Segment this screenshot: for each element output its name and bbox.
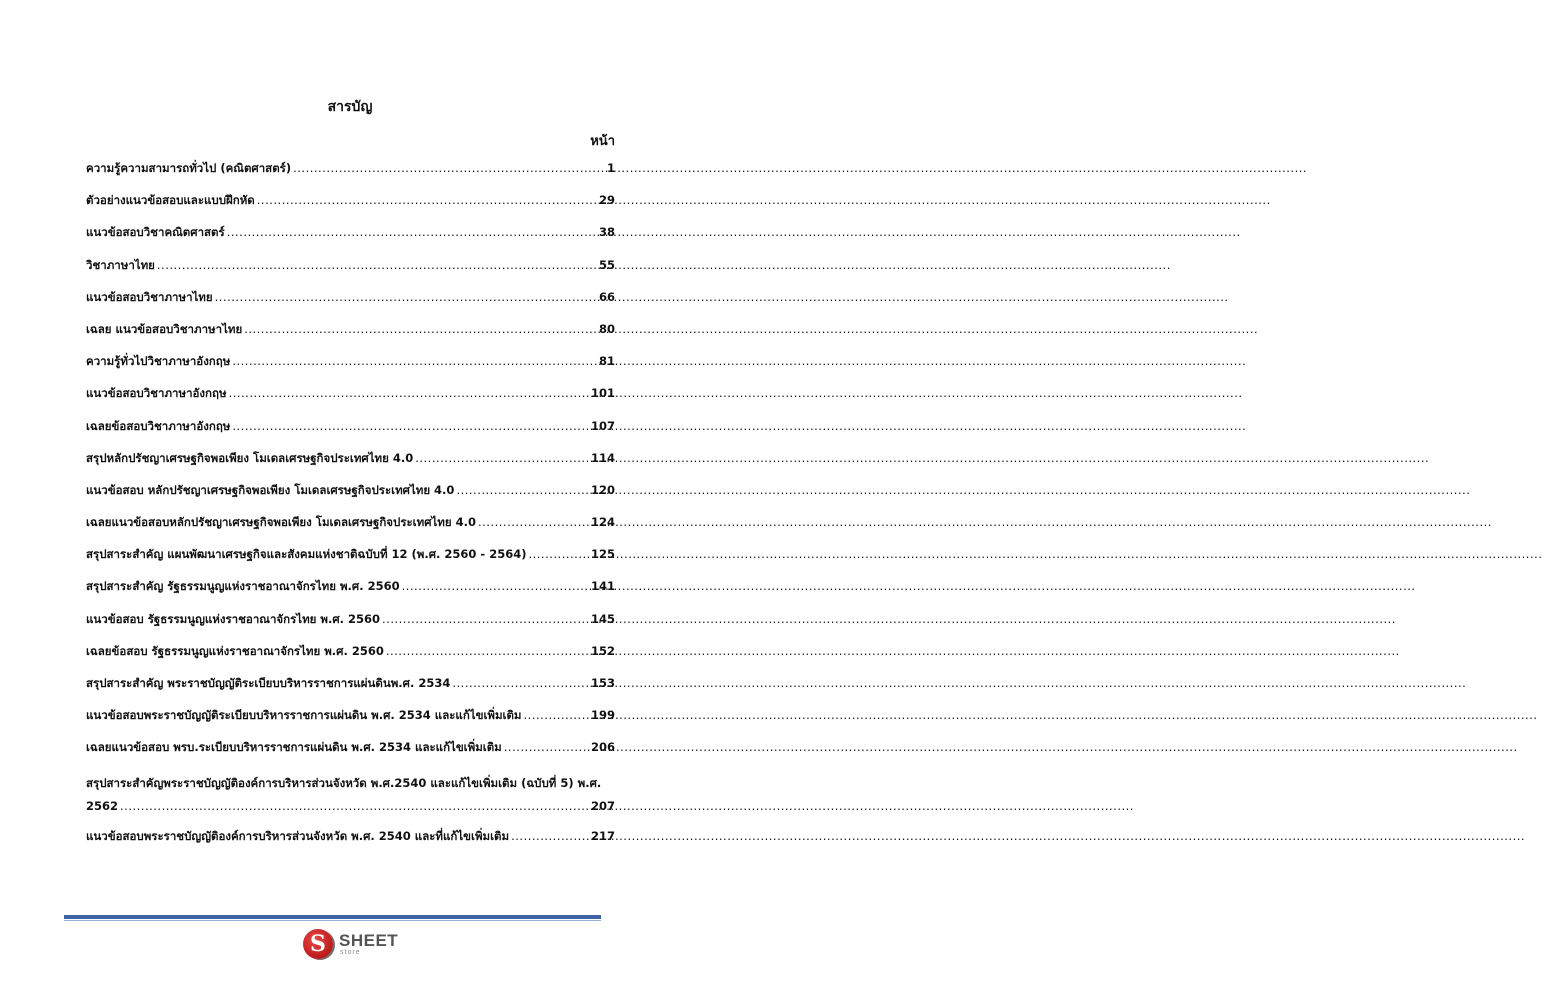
- logo-text: [339, 932, 398, 956]
- toc-entry: [86, 482, 615, 514]
- footer-rule-thin: [64, 920, 601, 921]
- toc-leader-dots: [504, 740, 589, 754]
- toc-entry-title: วิชาภาษาไทย: [86, 257, 155, 272]
- toc-entry-title: เฉลยข้อสอบ รัฐธรรมนูญแห่งราชอาณาจักรไทย พ.ศ. 2560: [86, 643, 384, 658]
- toc-leader-dots: [456, 483, 589, 497]
- toc-leader-dots: [511, 829, 589, 843]
- toc-leader-dots: [478, 515, 589, 529]
- toc-entry-page: 55: [598, 257, 615, 272]
- toc-entry-title: เฉลย แนวข้อสอบวิชาภาษาไทย: [86, 321, 243, 336]
- toc-leader-dots: [232, 354, 597, 368]
- toc-entry: [86, 546, 615, 578]
- toc-leader-dots: [528, 547, 589, 561]
- toc-entry-page: 66: [598, 289, 615, 304]
- logo-s-icon: S: [303, 929, 333, 959]
- toc-entry-page: 120: [590, 482, 615, 497]
- toc-entry-page: 114: [590, 450, 615, 465]
- toc-entry: [86, 739, 615, 771]
- toc-entry: [86, 160, 615, 192]
- toc-entry-page: 217: [590, 828, 615, 843]
- toc-entry-continuation: 2562: [86, 798, 119, 813]
- toc-entry-title: แนวข้อสอบวิชาคณิตศาสตร์: [86, 225, 225, 240]
- toc-entry-page: 206: [590, 740, 615, 755]
- toc-entry: [86, 578, 615, 610]
- document-page: [0, 0, 700, 990]
- toc-title: สารบัญ: [327, 99, 373, 115]
- footer-rule: [64, 915, 601, 919]
- toc-entry-title: ความรู้ความสามารถทั่วไป (คณิตศาสตร์): [86, 161, 292, 175]
- toc-entry-page: 81: [598, 354, 615, 369]
- toc-list: [86, 160, 615, 860]
- toc-entry-title: แนวข้อสอบ รัฐธรรมนูญแห่งราชอาณาจักรไทย พ.ศ. 2560: [86, 611, 381, 626]
- toc-leader-dots: [244, 322, 597, 336]
- toc-entry-page: 153: [590, 676, 615, 690]
- toc-entry-title: สรุปสาระสำคัญ พระราชบัญญัติระเบียบบริหารราชการแผ่นดินพ.ศ. 2534: [86, 676, 451, 690]
- toc-leader-dots: [524, 708, 589, 722]
- toc-entry-page: 29: [598, 193, 615, 208]
- toc-entry-page: 207: [590, 798, 615, 813]
- toc-entry: [86, 675, 615, 707]
- toc-entry: [86, 289, 615, 321]
- toc-leader-dots: [232, 419, 589, 433]
- toc-entry-page: 38: [598, 225, 615, 240]
- toc-leader-dots: [227, 225, 597, 239]
- toc-leader-dots: [386, 644, 589, 658]
- toc-entry: [86, 224, 615, 256]
- toc-entry-title: แนวข้อสอบพระราชบัญญัติองค์การบริหารส่วนจังหวัด พ.ศ. 2540 และที่แก้ไขเพิ่มเติม: [86, 828, 510, 843]
- toc-entry: [86, 772, 615, 828]
- toc-entry: [86, 611, 615, 643]
- toc-entry-page: 107: [590, 418, 615, 433]
- toc-entry-title: แนวข้อสอบ หลักปรัชญาเศรษฐกิจพอเพียง โมเดลเศรษฐกิจประเทศไทย 4.0: [86, 482, 455, 497]
- toc-entry-title: แนวข้อสอบวิชาภาษาอังกฤษ: [86, 386, 227, 401]
- toc-entry-page: 125: [590, 547, 615, 562]
- toc-entry: [86, 828, 615, 860]
- toc-entry: [86, 418, 615, 450]
- toc-entry-title: สรุปหลักปรัชญาเศรษฐกิจพอเพียง โมเดลเศรษฐกิจประเทศไทย 4.0: [86, 450, 414, 465]
- toc-entry-page: 141: [590, 579, 615, 594]
- toc-leader-dots: [452, 676, 589, 690]
- page-column-label: หน้า: [590, 134, 615, 149]
- toc-entry-page: 1: [606, 161, 615, 175]
- toc-entry-page: 145: [590, 611, 615, 626]
- toc-entry-page: 80: [598, 321, 615, 336]
- toc-entry-title: เฉลยแนวข้อสอบ พรบ.ระเบียบบริหารราชการแผ่นดิน พ.ศ. 2534 และแก้ไขเพิ่มเติม: [86, 740, 502, 755]
- toc-entry-title: สรุปสาระสำคัญ รัฐธรรมนูญแห่งราชอาณาจักรไทย พ.ศ. 2560: [86, 579, 400, 594]
- logo-word: SHEET: [339, 931, 399, 950]
- toc-leader-dots: [120, 795, 589, 818]
- toc-leader-dots: [229, 386, 589, 400]
- toc-entry-page: 124: [590, 515, 615, 530]
- toc-entry: [86, 353, 615, 385]
- sheet-store-logo: [303, 926, 398, 962]
- toc-leader-dots: [415, 451, 589, 465]
- toc-entry: [86, 257, 615, 289]
- toc-entry: [86, 385, 615, 417]
- toc-leader-dots: [157, 258, 597, 272]
- toc-entry-title: สรุปสาระสำคัญพระราชบัญญัติองค์การบริหารส่วนจังหวัด พ.ศ.2540 และแก้ไขเพิ่มเติม (ฉบับที่ 5) พ.ศ.: [86, 775, 602, 790]
- toc-entry-page: 199: [590, 708, 615, 723]
- toc-entry: [86, 514, 615, 546]
- toc-entry: [86, 192, 615, 224]
- toc-leader-dots: [215, 290, 597, 304]
- toc-entry-title: แนวข้อสอบพระราชบัญญัติระเบียบบริหารราชการแผ่นดิน พ.ศ. 2534 และแก้ไขเพิ่มเติม: [86, 708, 522, 723]
- toc-entry-title: ความรู้ทั่วไปวิชาภาษาอังกฤษ: [86, 354, 231, 369]
- toc-leader-dots: [382, 612, 589, 626]
- toc-entry-page: 101: [590, 386, 615, 401]
- toc-entry-title: ตัวอย่างแนวข้อสอบและแบบฝึกหัด: [86, 193, 255, 208]
- toc-entry-continuation-line: [86, 795, 615, 818]
- toc-entry-page: 152: [590, 643, 615, 658]
- toc-entry: [86, 450, 615, 482]
- toc-entry: [86, 707, 615, 739]
- toc-entry-title: แนวข้อสอบวิชาภาษาไทย: [86, 289, 213, 304]
- toc-leader-dots: [402, 579, 589, 593]
- toc-leader-dots: [257, 193, 597, 207]
- toc-entry: [86, 643, 615, 675]
- toc-leader-dots: [293, 161, 605, 175]
- toc-entry-title: เฉลยแนวข้อสอบหลักปรัชญาเศรษฐกิจพอเพียง โมเดลเศรษฐกิจประเทศไทย 4.0: [86, 515, 476, 530]
- logo-sub: store: [340, 949, 361, 956]
- toc-entry: [86, 321, 615, 353]
- toc-entry-title: เฉลยข้อสอบวิชาภาษาอังกฤษ: [86, 418, 231, 433]
- toc-entry-title: สรุปสาระสำคัญ แผนพัฒนาเศรษฐกิจและสังคมแห่งชาติฉบับที่ 12 (พ.ศ. 2560 - 2564): [86, 547, 527, 562]
